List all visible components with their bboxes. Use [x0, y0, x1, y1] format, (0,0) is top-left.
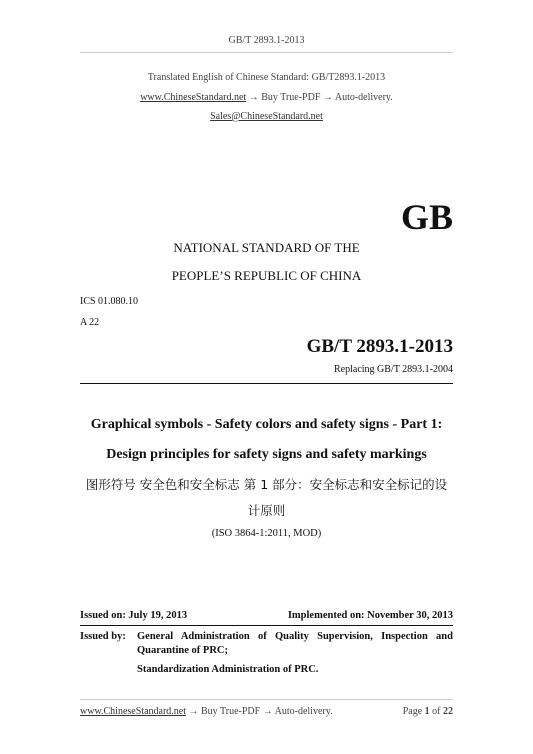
footer-website-link[interactable]: www.ChineseStandard.net [80, 706, 186, 717]
running-header: GB/T 2893.1-2013 [228, 35, 305, 46]
title-en-line1: Graphical symbols - Safety colors and safety signs - Part 1: [90, 417, 443, 432]
title-zh-line2: 计原则 [247, 503, 286, 518]
page-indicator [403, 706, 453, 717]
dates-divider [80, 625, 453, 626]
national-standard-line2: PEOPLE’S REPUBLIC OF CHINA [171, 268, 362, 283]
gb-mark: GB [400, 197, 453, 237]
issuer-org1-line1: General Administration of Quality Supervision, Inspection and [137, 631, 453, 642]
title-en-line2: Design principles for safety signs and safety markings [106, 447, 427, 462]
purchase-text: → Buy True-PDF → Auto-delivery. [246, 92, 393, 103]
title-zh-line1: 图形符号 安全色和安全标志 第 1 部分：安全标志和安全标记的设 [85, 477, 448, 492]
purchase-line [0, 92, 533, 103]
national-standard-line1: NATIONAL STANDARD OF THE [173, 240, 360, 255]
total-pages: 22 [443, 706, 453, 717]
translation-line: Translated English of Chinese Standard: GB/T2893.1-2013 [147, 72, 386, 83]
category-code: A 22 [80, 317, 100, 328]
footer-purchase-line [80, 706, 333, 717]
issued-by-label: Issued by: [80, 631, 126, 642]
replacing-note: Replacing GB/T 2893.1-2004 [334, 364, 453, 375]
number-divider [80, 383, 453, 384]
footer-divider [80, 699, 453, 700]
implemented-date: Implemented on: November 30, 2013 [287, 610, 453, 621]
iso-reference: (ISO 3864-1:2011, MOD) [211, 528, 322, 539]
sales-email-link[interactable]: Sales@ChineseStandard.net [210, 111, 323, 122]
standard-number: GB/T 2893.1-2013 [306, 336, 453, 357]
website-link[interactable]: www.ChineseStandard.net [140, 92, 247, 103]
page-label: Page [402, 706, 423, 717]
footer-purchase-text: → Buy True-PDF → Auto-delivery. [186, 706, 333, 717]
ics-code: ICS 01.080.10 [80, 296, 139, 307]
issuer-org1-line2: Quarantine of PRC; [137, 645, 228, 656]
issuer-org2: Standardization Administration of PRC. [137, 664, 319, 675]
issued-date: Issued on: July 19, 2013 [80, 610, 188, 621]
page-number: 1 [424, 706, 430, 717]
header-divider [80, 52, 453, 53]
of-label: of [432, 706, 441, 717]
sales-line [0, 111, 533, 122]
